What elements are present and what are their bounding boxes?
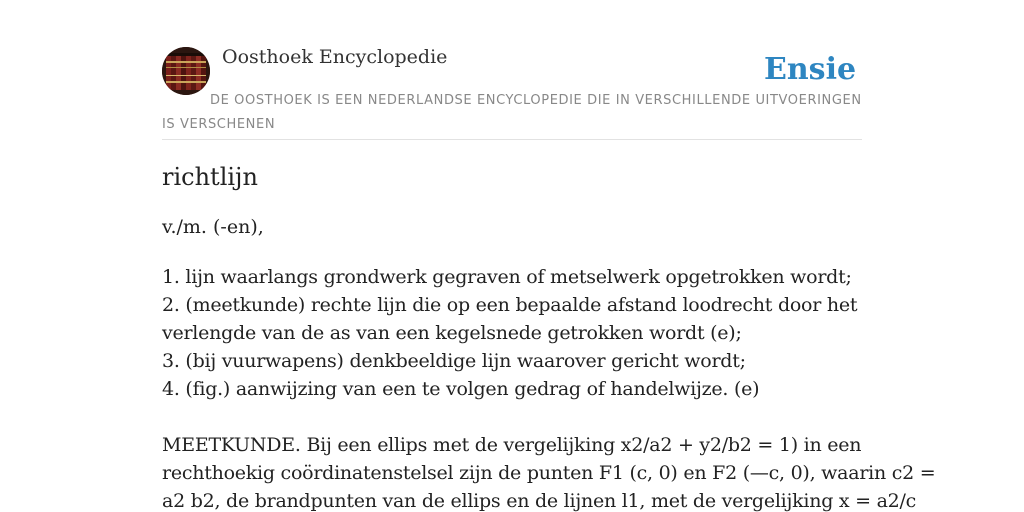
definition-line: 2. (meetkunde) rechte lijn die op een bepaalde afstand loodrecht door het [162, 294, 858, 316]
site-name[interactable]: Oosthoek Encyclopedie [222, 46, 448, 68]
site-avatar[interactable] [162, 47, 210, 95]
entry-grammar: v./m. (-en), [162, 216, 264, 238]
entry-definitions [162, 263, 862, 403]
site-tagline: DE OOSTHOEK IS EEN NEDERLANDSE ENCYCLOPEDIE DIE IN VERSCHILLENDE UITVOERINGEN IS VERSCHENEN [162, 93, 862, 132]
definition-line: verlengde van de as van een kegelsnede getrokken wordt (e); [162, 322, 742, 344]
brand-logo[interactable]: Ensie [764, 52, 857, 87]
entry-title: richtlijn [162, 163, 258, 191]
note-line: MEETKUNDE. Bij een ellips met de vergelijking x2/a2 + y2/b2 = 1) in een [162, 434, 862, 456]
definition-line: 1. lijn waarlangs grondwerk gegraven of metselwerk opgetrokken wordt; [162, 266, 852, 288]
header-divider [162, 139, 862, 140]
bookshelf-icon [162, 47, 210, 95]
entry-notes [162, 431, 936, 512]
definition-line: 4. (fig.) aanwijzing van een te volgen gedrag of handelwijze. (e) [162, 378, 760, 400]
definition-line: 3. (bij vuurwapens) denkbeeldige lijn waarover gericht wordt; [162, 350, 746, 372]
note-line: a2 b2, de brandpunten van de ellips en de lijnen l1, met de vergelijking x = a2/c [162, 490, 917, 512]
note-line: rechthoekig coördinatenstelsel zijn de punten F1 (c, 0) en F2 (—c, 0), waarin c2 = [162, 462, 936, 484]
